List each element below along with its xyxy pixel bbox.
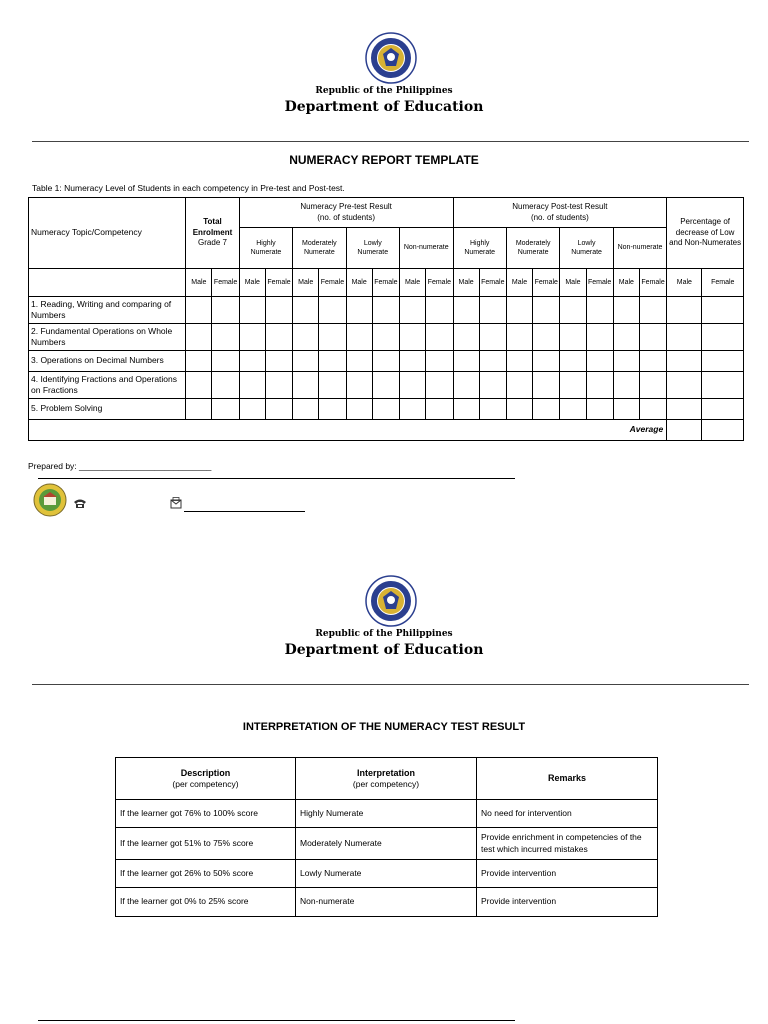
footer-line [38,1020,515,1021]
gender-male: Male [453,269,479,297]
gender-male: Male [186,269,212,297]
enrolment-header: Total Enrolment Grade 7 [186,198,239,269]
topic-cell: 1. Reading, Writing and comparing of Numbers [29,297,186,324]
description-cell: If the learner got 0% to 25% score [116,888,296,917]
posttest-header: Numeracy Post-test Result (no. of students) [453,198,667,228]
table-row [29,351,744,372]
topic-cell: 2. Fundamental Operations on Whole Numbers [29,324,186,351]
remarks-cell: Provide intervention [477,888,658,917]
table-row [116,800,658,828]
gender-male: Male [293,269,319,297]
gender-female: Female [265,269,292,297]
average-label: Average [29,420,667,441]
table-caption: Table 1: Numeracy Level of Students in each competency in Pre-test and Post-test. [32,183,345,193]
table-row [29,324,744,351]
gender-header-row [29,269,744,297]
gender-female: Female [479,269,506,297]
interpretation-title: INTERPRETATION OF THE NUMERACY TEST RESULT [242,721,526,733]
description-cell: If the learner got 26% to 50% score [116,860,296,888]
gender-header-blank [29,269,186,297]
topic-cell: 5. Problem Solving [29,399,186,420]
phone-icon [73,498,87,509]
description-cell: If the learner got 76% to 100% score [116,800,296,828]
average-male-cell [667,420,702,441]
table-row [116,860,658,888]
pre-level-non: Non-numerate [399,228,453,269]
gender-male: Male [560,269,586,297]
remarks-header: Remarks [477,758,658,800]
deped-seal-icon [365,575,417,627]
gender-male: Male [667,269,702,297]
school-logo-icon [33,483,67,517]
post-level-moderately: Moderately Numerate [506,228,559,269]
percentage-header: Percentage of decrease of Low and Non-Numerates [667,198,744,269]
gender-female: Female [702,269,744,297]
email-icon [170,497,182,509]
interpretation-cell: Moderately Numerate [296,828,477,860]
topic-header: Numeracy Topic/Competency [29,198,186,269]
republic-heading: Republic of the Philippines [315,629,453,639]
interpretation-table [115,757,658,917]
table-row [29,399,744,420]
table-row [29,297,744,324]
gender-female: Female [212,269,239,297]
gender-male: Male [346,269,372,297]
post-level-lowly: Lowly Numerate [560,228,613,269]
prepared-by: Prepared by: ____________________________ [28,461,212,471]
department-heading: Department of Education [284,99,484,115]
gender-male: Male [506,269,532,297]
post-level-non: Non-numerate [613,228,666,269]
gender-male: Male [399,269,425,297]
gender-male: Male [613,269,639,297]
topic-cell: 3. Operations on Decimal Numbers [29,351,186,372]
pretest-header: Numeracy Pre-test Result (no. of students) [239,198,453,228]
gender-female: Female [639,269,666,297]
gender-female: Female [426,269,453,297]
pre-level-moderately: Moderately Numerate [293,228,346,269]
gender-female: Female [586,269,613,297]
interpretation-cell: Lowly Numerate [296,860,477,888]
pre-level-lowly: Lowly Numerate [346,228,399,269]
remarks-cell: Provide enrichment in competencies of the test which incurred mistakes [477,828,658,860]
email-line [184,511,305,512]
table-row [116,888,658,917]
gender-female: Female [372,269,399,297]
gender-male: Male [239,269,265,297]
deped-seal-icon [365,32,417,84]
description-header: Description (per competency) [116,758,296,800]
header-divider [32,141,749,142]
table-row [116,828,658,860]
average-row [29,420,744,441]
department-heading: Department of Education [284,642,484,658]
interpretation-header: Interpretation (per competency) [296,758,477,800]
remarks-cell: Provide intervention [477,860,658,888]
interpretation-cell: Non-numerate [296,888,477,917]
gender-female: Female [319,269,346,297]
interpretation-cell: Highly Numerate [296,800,477,828]
pre-level-highly: Highly Numerate [239,228,292,269]
republic-heading: Republic of the Philippines [315,86,453,96]
topic-cell: 4. Identifying Fractions and Operations on Fractions [29,372,186,399]
numeracy-level-table [28,197,744,441]
remarks-cell: No need for intervention [477,800,658,828]
report-title: NUMERACY REPORT TEMPLATE [289,153,479,167]
table-row [29,372,744,399]
header-divider [32,684,749,685]
gender-female: Female [533,269,560,297]
post-level-highly: Highly Numerate [453,228,506,269]
footer-line [38,478,515,479]
description-cell: If the learner got 51% to 75% score [116,828,296,860]
average-female-cell [702,420,744,441]
